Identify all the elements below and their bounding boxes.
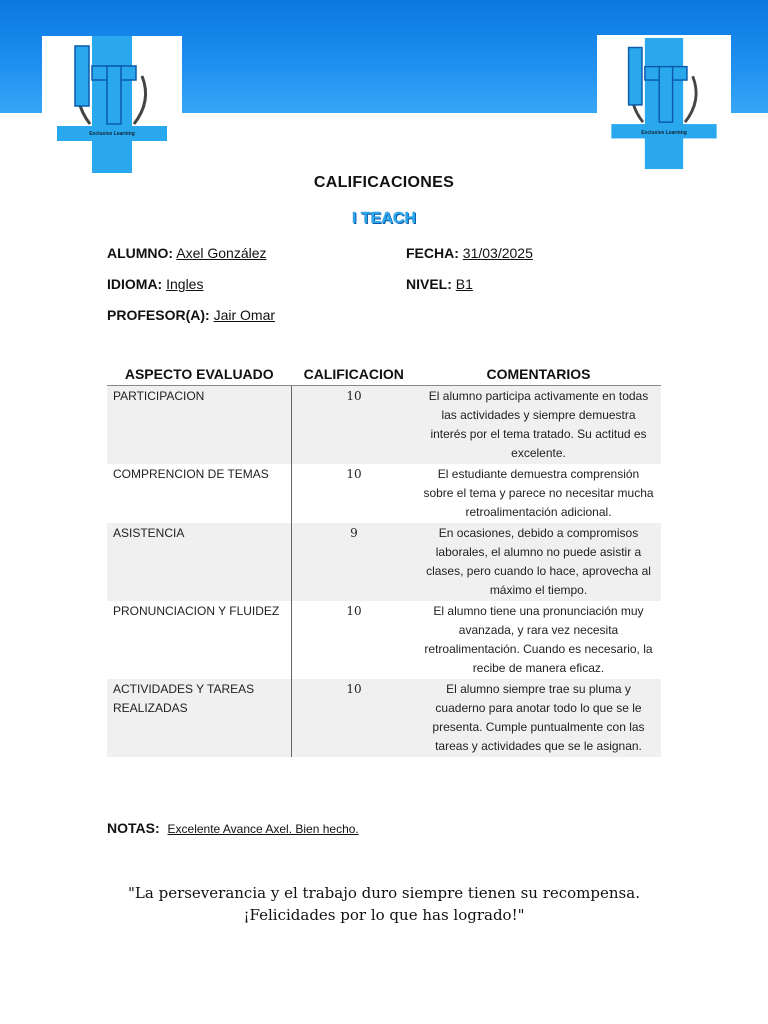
column-header-comments: COMENTARIOS — [416, 366, 661, 386]
table-header-row — [107, 366, 661, 386]
student-value: Axel González — [176, 245, 267, 261]
comment-cell: El estudiante demuestra comprensión sobre el tema y parece no necesitar mucha retroalimentación adicional. — [423, 467, 654, 519]
logo-cross-icon — [42, 36, 182, 173]
logo-cross-icon — [597, 35, 731, 172]
logo-tagline: Exclusive Learning — [641, 130, 687, 136]
teacher-value: Jair Omar — [213, 307, 276, 323]
teacher-label: PROFESOR(A): — [107, 307, 210, 323]
aspect-cell: PARTICIPACION — [107, 386, 292, 465]
quote-line-1: "La perseverancia y el trabajo duro siempre tienen su recompensa. — [128, 884, 640, 902]
comment-cell: El alumno siempre trae su pluma y cuaderno para anotar todo lo que se le presenta. Cumple puntualmente con las tareas y actividades que se le asignan. — [416, 679, 661, 757]
column-header-aspect: ASPECTO EVALUADO — [107, 366, 292, 386]
logo-tagline: Exclusive Learning — [89, 131, 135, 137]
school-logo-right — [597, 35, 731, 172]
level-label: NIVEL: — [406, 276, 452, 292]
comment-cell: El alumno tiene una pronunciación muy avanzada, y rara vez necesita retroalimentación. Cuando es necesario, la recibe de manera eficaz. — [424, 604, 653, 675]
notes-text: Excelente Avance Axel. Bien hecho. — [167, 822, 359, 836]
language-field — [107, 276, 203, 292]
score-cell: 10 — [346, 467, 362, 481]
aspect-cell: PRONUNCIACION Y FLUIDEZ — [107, 601, 292, 679]
school-logo-left — [42, 36, 182, 173]
table-row — [107, 601, 661, 679]
date-field — [406, 245, 533, 261]
aspect-cell: ACTIVIDADES Y TAREAS REALIZADAS — [107, 679, 292, 757]
language-label: IDIOMA: — [107, 276, 163, 292]
table-row — [107, 679, 661, 757]
grades-table — [107, 366, 661, 757]
table-row — [107, 464, 661, 523]
score-cell: 10 — [292, 386, 417, 465]
date-value: 31/03/2025 — [462, 245, 533, 261]
comment-cell: En ocasiones, debido a compromisos laborales, el alumno no puede asistir a clases, pero cuando lo hace, aprovecha al máximo el tiempo. — [416, 523, 661, 601]
quote-line-2: ¡Felicidades por lo que has logrado!" — [243, 906, 525, 924]
notes-label: NOTAS: — [107, 820, 160, 836]
comment-cell: El alumno participa activamente en todas las actividades y siempre demuestra interés por el tema tratado. Su actitud es excelente. — [416, 386, 661, 465]
score-cell: 9 — [292, 523, 417, 601]
date-label: FECHA: — [406, 245, 459, 261]
aspect-cell: ASISTENCIA — [107, 523, 292, 601]
aspect-cell: COMPRENCION DE TEMAS — [107, 464, 292, 523]
student-field — [107, 245, 267, 261]
teacher-field — [107, 307, 275, 323]
brand-name: I TEACH — [352, 210, 416, 227]
score-cell: 10 — [292, 679, 417, 757]
student-label: ALUMNO: — [107, 245, 174, 261]
closing-quote — [0, 882, 768, 926]
score-cell: 10 — [346, 604, 362, 618]
language-value: Ingles — [166, 276, 204, 292]
level-field — [406, 276, 473, 292]
table-row — [107, 386, 661, 465]
level-value: B1 — [455, 276, 473, 292]
table-row — [107, 523, 661, 601]
column-header-score: CALIFICACION — [292, 366, 417, 386]
notes-field — [107, 820, 359, 836]
document-title: CALIFICACIONES — [313, 174, 455, 191]
